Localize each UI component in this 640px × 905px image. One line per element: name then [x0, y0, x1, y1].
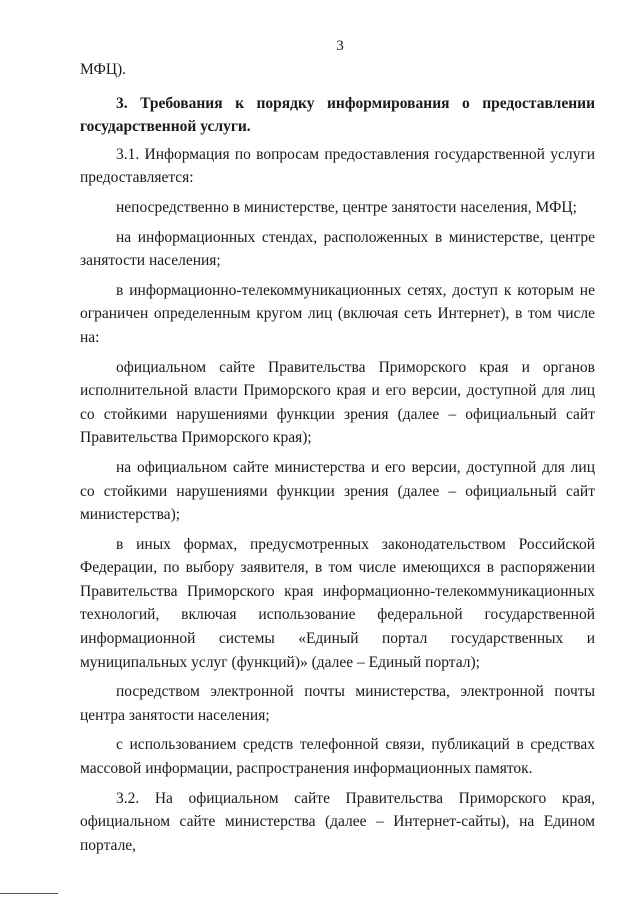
paragraph: в иных формах, предусмотренных законодательством Российской Федерации, по выбору заявителя, в том числе имеющихся в распоряжении Правительства Приморского края информационно-телекоммуникационных технологий, включая использование федеральной государственной информационной системы «Единый портал государственных и муниципальных услуг (функций)» (далее – Единый портал);	[80, 535, 595, 671]
paragraph-continuation: МФЦ).	[80, 61, 127, 78]
document-body	[80, 58, 595, 857]
paragraph: на информационных стендах, расположенных в министерстве, центре занятости населения;	[80, 228, 595, 270]
page-number: 3	[336, 38, 344, 54]
paragraph: непосредственно в министерстве, центре занятости населения, МФЦ;	[116, 198, 577, 216]
paragraph: 3.2. На официальном сайте Правительства Приморского края, официальном сайте министерства (далее – Интернет-сайты), на Едином портале,	[80, 789, 595, 854]
paragraph: в информационно-телекоммуникационных сетях, доступ к которым не ограничен определенным кругом лиц (включая сеть Интернет), в том числе на:	[80, 281, 595, 346]
footer-rule	[0, 893, 58, 894]
paragraph: с использованием средств телефонной связи, публикаций в средствах массовой информации, распространения информационных памяток.	[80, 736, 595, 778]
paragraph: посредством электронной почты министерства, электронной почты центра занятости населения;	[80, 683, 595, 724]
paragraph: 3.1. Информация по вопросам предоставления государственной услуги предоставляется:	[80, 145, 595, 187]
paragraph: официальном сайте Правительства Приморского края и органов исполнительной власти Приморского края и его версии, доступной для лиц со стойкими нарушениями функции зрения (далее – официальный сайт Правительства Приморского края);	[80, 358, 595, 447]
paragraph: на официальном сайте министерства и его версии, доступной для лиц со стойкими нарушениями функции зрения (далее – официальный сайт министерства);	[80, 458, 595, 524]
section-heading: 3. Требования к порядку информирования о предоставлении государственной услуги.	[80, 94, 595, 136]
